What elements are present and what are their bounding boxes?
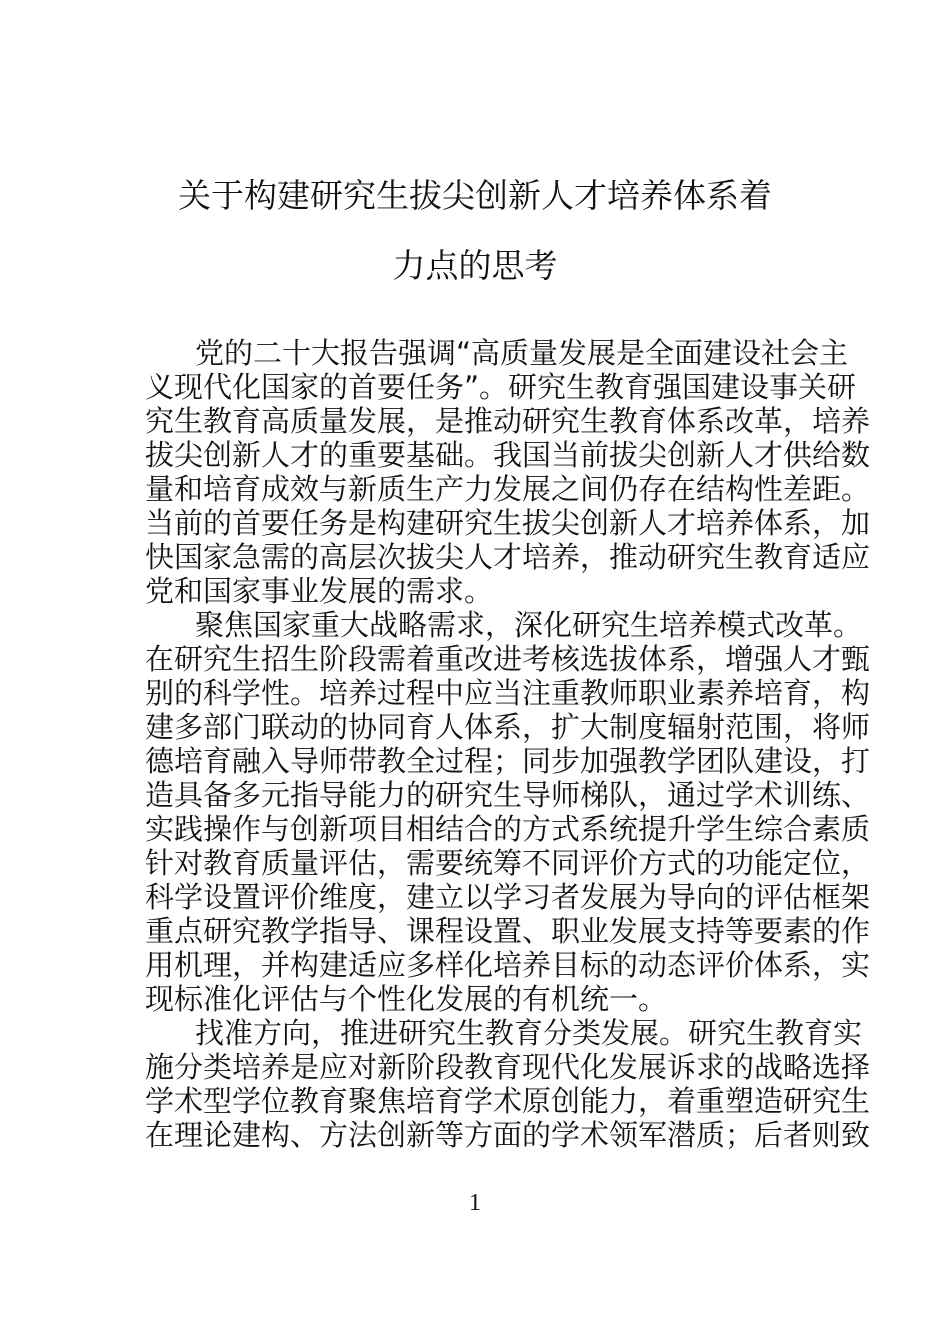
paragraph-line: 科学设置评价维度，建立以学习者发展为导向的评估框架 bbox=[145, 880, 871, 914]
document-title-line-1: 关于构建研究生拔尖创新人才培养体系着 bbox=[178, 176, 772, 215]
paragraph-line: 究生教育高质量发展，是推动研究生教育体系改革，培养 bbox=[145, 404, 871, 438]
paragraph-line: 重点研究教学指导、课程设置、职业发展支持等要素的作 bbox=[145, 914, 871, 948]
paragraph-line: 造具备多元指导能力的研究生导师梯队，通过学术训练、 bbox=[145, 778, 871, 812]
paragraph-line: 义现代化国家的首要任务”。研究生教育强国建设事关研 bbox=[145, 370, 857, 404]
paragraph-line: 建多部门联动的协同育人体系，扩大制度辐射范围，将师 bbox=[145, 710, 871, 744]
paragraph-line: 党和国家事业发展的需求。 bbox=[145, 574, 494, 608]
paragraph-line: 现标准化评估与个性化发展的有机统一。 bbox=[145, 982, 668, 1016]
paragraph-line: 聚焦国家重大战略需求，深化研究生培养模式改革。 bbox=[195, 608, 863, 642]
paragraph-line: 在研究生招生阶段需着重改进考核选拔体系，增强人才甄 bbox=[145, 642, 871, 676]
paragraph-line: 在理论建构、方法创新等方面的学术领军潜质；后者则致 bbox=[145, 1118, 871, 1152]
paragraph-line: 施分类培养是应对新阶段教育现代化发展诉求的战略选择 bbox=[145, 1050, 871, 1084]
paragraph-line: 党的二十大报告强调“高质量发展是全面建设社会主 bbox=[195, 336, 849, 370]
paragraph-line: 找准方向，推进研究生教育分类发展。研究生教育实 bbox=[195, 1016, 863, 1050]
paragraph-line: 学术型学位教育聚焦培育学术原创能力，着重塑造研究生 bbox=[145, 1084, 871, 1118]
paragraph bbox=[145, 608, 871, 1016]
paragraph bbox=[145, 336, 871, 608]
paragraph-line: 快国家急需的高层次拔尖人才培养，推动研究生教育适应 bbox=[145, 540, 871, 574]
paragraph-line: 当前的首要任务是构建研究生拔尖创新人才培养体系，加 bbox=[145, 506, 871, 540]
paragraph-line: 实践操作与创新项目相结合的方式系统提升学生综合素质 bbox=[145, 812, 871, 846]
paragraph-line: 用机理，并构建适应多样化培养目标的动态评价体系，实 bbox=[145, 948, 871, 982]
paragraph-line: 拔尖创新人才的重要基础。我国当前拔尖创新人才供给数 bbox=[145, 438, 871, 472]
document-title-line-2: 力点的思考 bbox=[392, 246, 558, 285]
paragraph-line: 针对教育质量评估，需要统筹不同评价方式的功能定位， bbox=[145, 846, 871, 880]
paragraph bbox=[145, 1016, 871, 1152]
document-body bbox=[145, 336, 871, 1152]
paragraph-line: 德培育融入导师带教全过程；同步加强教学团队建设，打 bbox=[145, 744, 871, 778]
page-number: 1 bbox=[469, 1190, 481, 1216]
paragraph-line: 量和培育成效与新质生产力发展之间仍存在结构性差距。 bbox=[145, 472, 871, 506]
paragraph-line: 别的科学性。培养过程中应当注重教师职业素养培育，构 bbox=[145, 676, 871, 710]
